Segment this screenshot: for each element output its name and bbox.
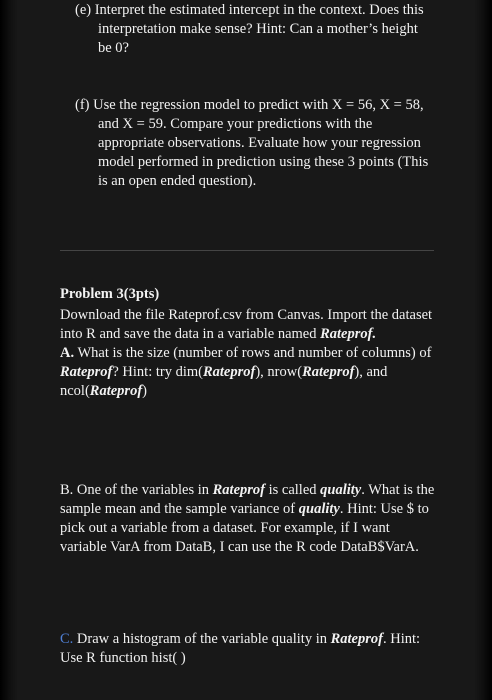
question-a bbox=[60, 344, 438, 401]
question-e bbox=[75, 1, 435, 58]
question-a-text-3: ), nrow( bbox=[255, 364, 303, 380]
question-b-text-2: is called bbox=[264, 482, 321, 498]
question-a-var-3: Rateprof bbox=[302, 364, 355, 380]
question-a-var-4: Rateprof bbox=[89, 383, 143, 399]
question-a-text-5: ) bbox=[142, 383, 147, 399]
question-c-marker: C. bbox=[60, 631, 74, 647]
question-a-text-1: What is the size (number of rows and number of columns) of bbox=[74, 345, 432, 361]
question-e-text: Interpret the estimated intercept in the context. Does this interpretation make sense? Hint: Can a mother’s height be 0? bbox=[94, 2, 424, 56]
section-divider bbox=[60, 250, 434, 251]
question-a-var-1: Rateprof bbox=[60, 364, 113, 380]
question-c-text-1: Draw a histogram of the variable quality in bbox=[73, 631, 331, 647]
question-e-marker: (e) bbox=[75, 2, 92, 18]
question-b bbox=[60, 481, 438, 557]
question-b-text-4: . Hint: Use $ to pick out a variable from a dataset. For example, if I want variable VarA from DataB, I can use the R code DataB$VarA. bbox=[60, 501, 429, 555]
problem-3-intro-text: Download the file Rateprof.csv from Canvas. Import the dataset into R and save the data in a variable named bbox=[60, 307, 433, 342]
question-c-var-1: Rateprof bbox=[330, 631, 383, 647]
question-f-text: Use the regression model to predict with X = 56, X = 58, and X = 59. Compare your predictions with the appropriate observations. Evaluate how your regression model performed in prediction using these 3 points (This is an open ended question). bbox=[93, 97, 429, 189]
question-b-var-3: quality bbox=[298, 501, 340, 517]
question-b-marker: B. bbox=[60, 482, 74, 498]
question-f-marker: (f) bbox=[75, 97, 90, 113]
question-b-var-2: quality bbox=[320, 482, 362, 498]
question-a-text-4: ), and ncol( bbox=[60, 364, 388, 399]
question-c-text-2: . Hint: Use R function hist( ) bbox=[60, 631, 421, 666]
question-f bbox=[75, 96, 435, 191]
problem-3-title: Problem 3(3pts) bbox=[60, 286, 160, 302]
problem-3-intro-variable: Rateprof. bbox=[320, 326, 377, 342]
problem-3-intro bbox=[60, 306, 438, 344]
question-b-text-3: . What is the sample mean and the sample variance of bbox=[60, 482, 435, 517]
question-a-marker: A. bbox=[60, 345, 75, 361]
question-a-text-2: ? Hint: try dim( bbox=[112, 364, 203, 380]
question-b-var-1: Rateprof bbox=[212, 482, 265, 498]
problem-3-section bbox=[60, 285, 438, 666]
question-c bbox=[60, 630, 438, 668]
question-a-var-2: Rateprof bbox=[202, 364, 256, 380]
question-b-text-1: One of the variables in bbox=[73, 482, 213, 498]
